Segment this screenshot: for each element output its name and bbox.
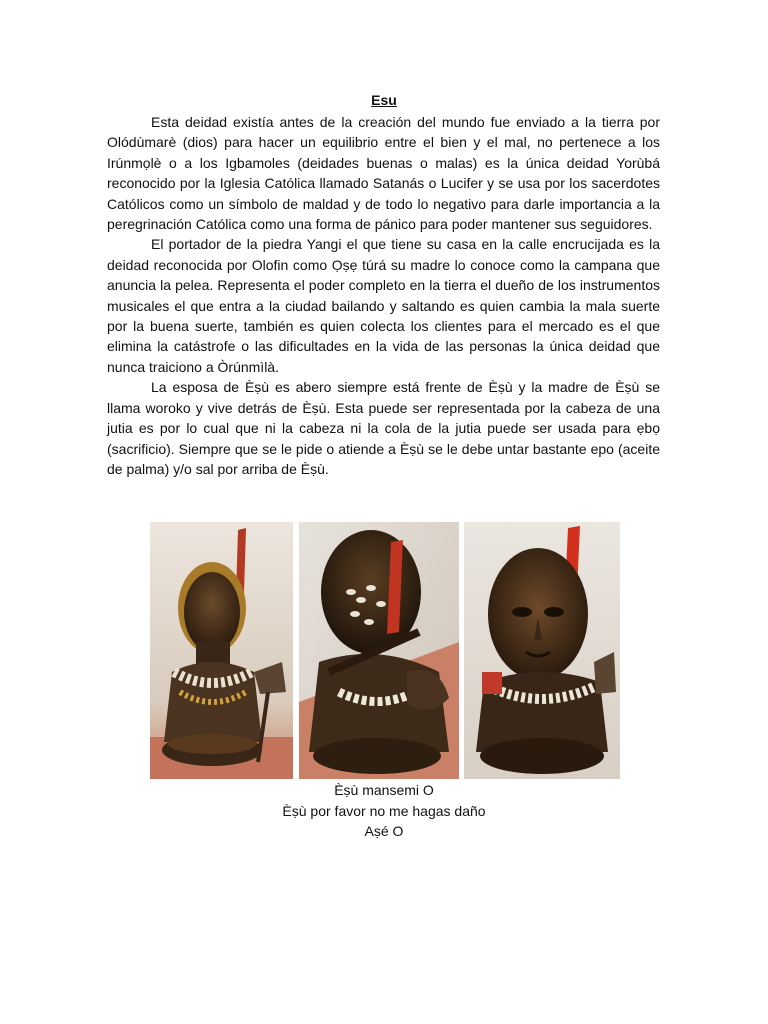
- caption-line-2: Èṣù por favor no me hagas daño: [282, 802, 486, 819]
- esu-statue-photo-closeup: [299, 522, 459, 779]
- paragraph-3: La esposa de Èṣù es abero siempre está frente de Èṣù y la madre de Èṣù se llama woroko y vive detrás de Èṣù. Esta puede ser representada por la cabeza de una jutia es por lo cual que ni la cabeza ni la cola de la jutia puede ser usada para ẹbọ (sacrificio). Siempre que se le pide o atiende a Èṣù se le debe untar bastante epo (aceite de palma) y/o sal por arriba de Èṣù.: [107, 379, 660, 477]
- paragraph-2: El portador de la piedra Yangi el que tiene su casa en la calle encrucijada es la deidad reconocida por Olofin como Ọṣẹ túrá su madre lo conoce como la campana que anuncia la pelea. Representa el poder completo en la tierra el dueño de los instrumentos musicales el que entra a la ciudad bailando y saltando es quien cambia la mala suerte por la buena suerte, también es quien colecta los clientes para el mercado es el que elimina la catástrofe o las dificultades en la vida de las personas la única deidad que nunca traiciono a Òrúnmìlà.: [107, 236, 660, 375]
- document-title: Esu: [371, 92, 397, 108]
- caption-line-3: Aṣé O: [364, 823, 404, 839]
- paragraph-1: Esta deidad existía antes de la creación del mundo fue enviado a la tierra por Olódùmarè (dios) para hacer un equilibrio entre el bien y el mal, no pertenece a los Irúnmọlè o a los Igbamoles (deidades buenas o malas) es la única deidad Yorùbá reconocido por la Iglesia Católica llamado Satanás o Lucifer y se usa por los sacerdotes Católicos como un símbolo de maldad y de todo lo negativo para darle importancia a la peregrinación Católica como una forma de pánico para poder mantener sus seguidores.: [107, 114, 660, 233]
- esu-statue-photo-face: [464, 522, 620, 779]
- document-body: [107, 112, 660, 479]
- photo-strip: [150, 522, 620, 779]
- esu-statue-photo-front: [150, 522, 293, 779]
- caption-line-1: Èṣù mansemi O: [334, 782, 434, 798]
- photo-caption: [0, 780, 768, 842]
